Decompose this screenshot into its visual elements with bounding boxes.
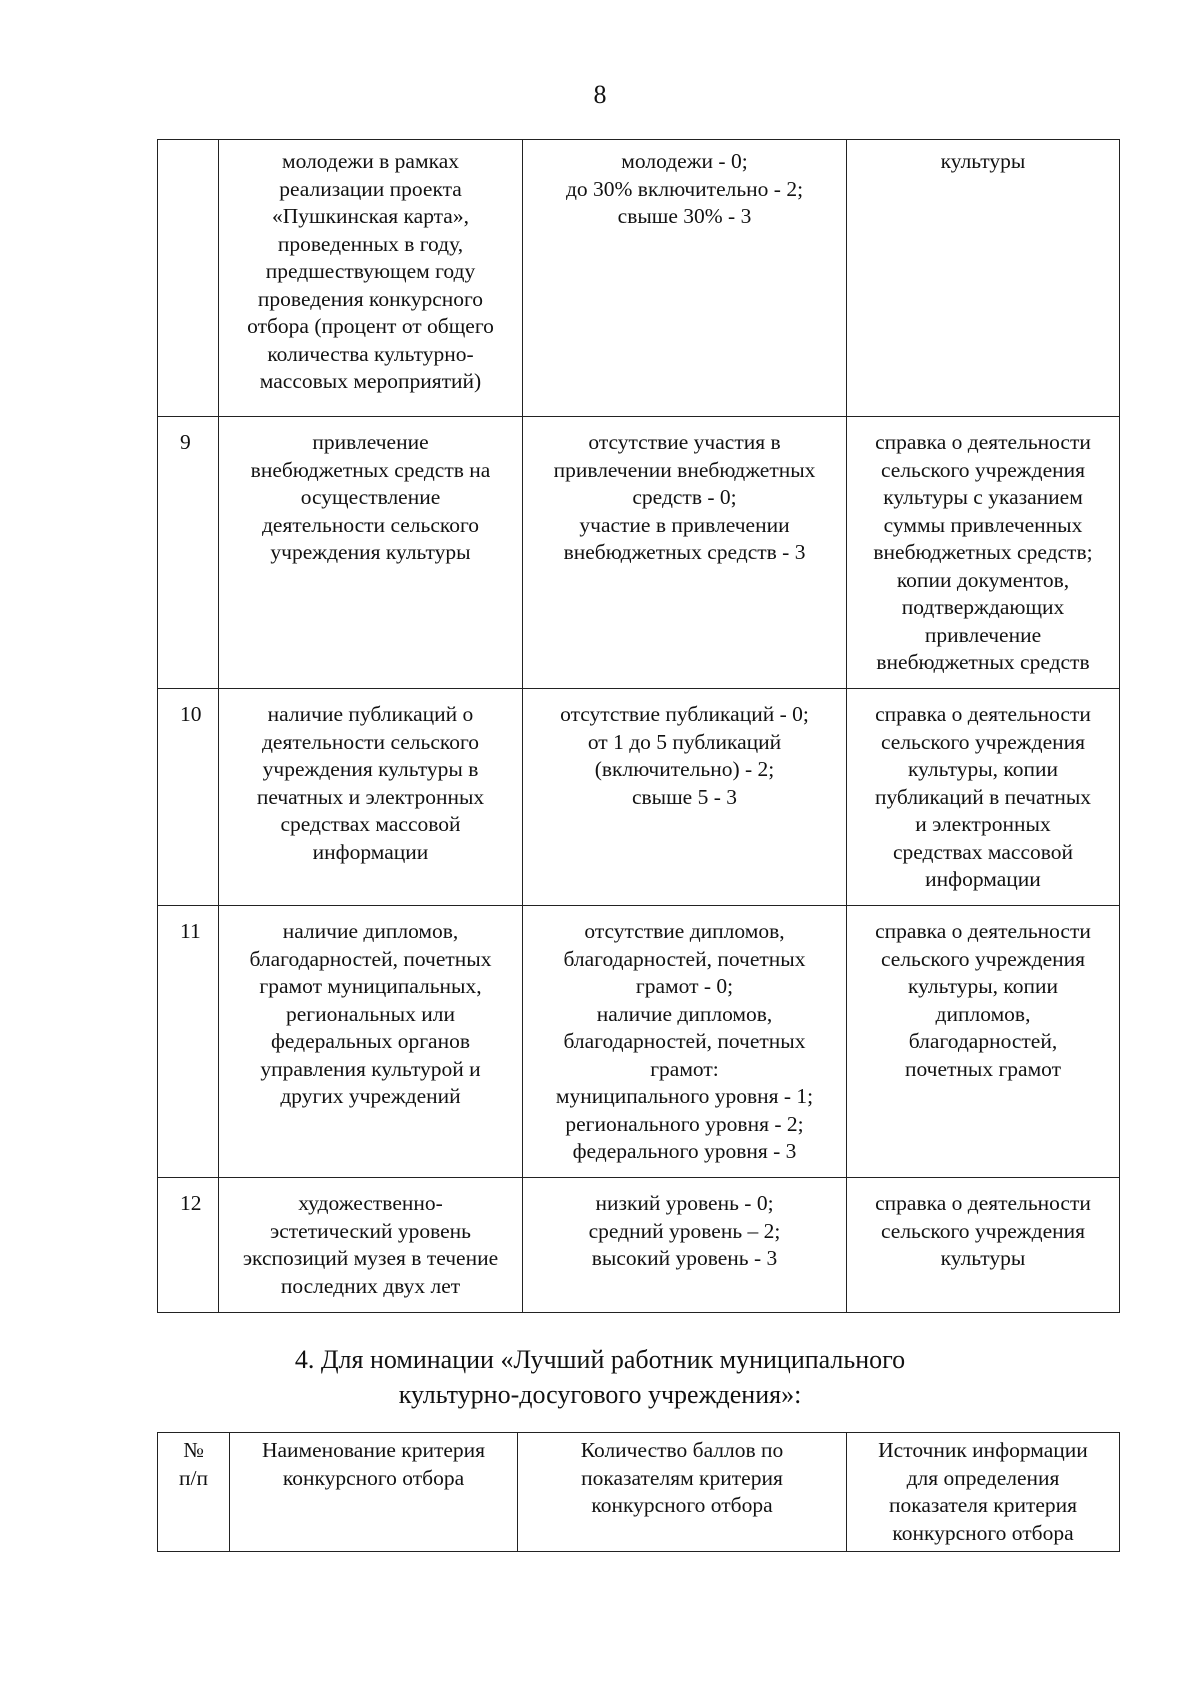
- text-line: внебюджетных средств - 3: [563, 540, 806, 564]
- text-line: эстетический уровень: [269, 1218, 471, 1243]
- text-line: Количество баллов по: [580, 1438, 784, 1462]
- text-line: проведенных в году,: [277, 231, 464, 256]
- text-line: печатных и электронных: [256, 784, 485, 809]
- points-cell: [523, 906, 847, 1178]
- text-line: участие в привлечении: [579, 512, 790, 537]
- page-number: 8: [593, 80, 607, 109]
- text-line: от 1 до 5 публикаций: [587, 729, 782, 754]
- text-line: показателям критерия: [581, 1465, 783, 1490]
- text-line: информации: [925, 867, 1041, 891]
- text-line: отсутствие дипломов,: [584, 919, 785, 943]
- text-line: «Пушкинская карта»,: [272, 204, 469, 228]
- text-line: внебюджетных средств;: [873, 540, 1093, 564]
- text-line: конкурсного отбора: [591, 1493, 773, 1517]
- text-line: привлечение: [924, 622, 1042, 647]
- text-line: средний уровень – 2;: [588, 1218, 781, 1243]
- text-line: отбора (процент от общего: [247, 314, 494, 338]
- table-header-row: [158, 1433, 1120, 1552]
- text-line: молодежи - 0;: [621, 149, 748, 173]
- text-line: благодарностей,: [908, 1029, 1058, 1053]
- source-cell: [847, 906, 1120, 1178]
- points-cell: [523, 1178, 847, 1313]
- points-cell: [523, 417, 847, 689]
- text-line: до 30% включительно - 2;: [565, 176, 804, 201]
- text-line: привлечении внебюджетных: [553, 457, 816, 482]
- text-line: средств - 0;: [632, 485, 737, 509]
- text-line: суммы привлеченных: [883, 512, 1083, 537]
- text-line: благодарностей, почетных: [563, 946, 806, 971]
- text-line: внебюджетных средств: [876, 650, 1090, 674]
- text-line: информации: [312, 839, 429, 864]
- text-line: наличие дипломов,: [596, 1001, 773, 1026]
- text-line: свыше 5 - 3: [631, 784, 738, 809]
- text-line: Источник информации: [878, 1438, 1088, 1462]
- text-line: №: [183, 1438, 204, 1462]
- text-line: благодарностей, почетных: [563, 1029, 806, 1053]
- header-num: [158, 1433, 230, 1552]
- text-line: и электронных: [915, 812, 1051, 836]
- text-line: показателя критерия: [888, 1493, 1078, 1517]
- text-line: деятельности сельского: [261, 729, 479, 754]
- text-line: низкий уровень - 0;: [595, 1191, 774, 1215]
- text-line: свыше 30% - 3: [617, 204, 752, 228]
- text-line: конкурсного отбора: [892, 1520, 1074, 1545]
- header-points: [518, 1433, 847, 1552]
- text-line: массовых мероприятий): [259, 369, 482, 393]
- text-line: предшествующем году: [265, 259, 476, 283]
- text-line: средствах массовой: [892, 839, 1074, 864]
- text-line: культуры: [940, 149, 1026, 173]
- text-line: благодарностей, почетных: [249, 946, 492, 971]
- text-line: сельского учреждения: [880, 1218, 1086, 1243]
- text-line: конкурсного отбора: [282, 1465, 465, 1490]
- source-cell: [847, 1178, 1120, 1313]
- points-cell: [523, 140, 847, 417]
- text-line: экспозиций музея в течение: [242, 1246, 499, 1270]
- text-line: федеральных органов: [270, 1029, 471, 1053]
- text-line: высокий уровень - 3: [591, 1246, 778, 1270]
- text-line: публикаций в печатных: [874, 784, 1092, 809]
- text-line: федерального уровня - 3: [572, 1139, 797, 1163]
- row-number: 9: [158, 417, 219, 689]
- text-line: регионального уровня - 2;: [565, 1111, 804, 1136]
- text-line: 4. Для номинации «Лучший работник муниципального: [294, 1345, 906, 1374]
- text-line: региональных или: [286, 1001, 455, 1026]
- text-line: культуры, копии: [907, 757, 1059, 781]
- text-line: п/п: [179, 1465, 208, 1490]
- criterion-cell: [219, 140, 523, 417]
- text-line: других учреждений: [280, 1084, 461, 1108]
- text-line: деятельности сельского: [261, 512, 479, 537]
- text-line: справка о деятельности: [875, 702, 1091, 726]
- text-line: управления культурой и: [260, 1056, 481, 1081]
- text-line: справка о деятельности: [875, 919, 1091, 943]
- section-heading: [0, 1342, 1200, 1412]
- table-row: [158, 417, 1120, 689]
- text-line: культуры, копии: [907, 974, 1059, 998]
- text-line: Наименование критерия: [261, 1438, 486, 1462]
- text-line: учреждения культуры: [270, 540, 471, 564]
- source-cell: [847, 417, 1120, 689]
- criterion-cell: [219, 417, 523, 689]
- text-line: культурно-досугового учреждения»:: [398, 1380, 802, 1409]
- text-line: количества культурно-: [267, 341, 474, 366]
- text-line: грамот - 0;: [635, 974, 734, 998]
- text-line: для определения: [906, 1465, 1060, 1490]
- criterion-cell: [219, 906, 523, 1178]
- next-table-header: [157, 1432, 1120, 1552]
- text-line: подтверждающих: [901, 595, 1065, 619]
- text-line: средствах массовой: [280, 812, 461, 836]
- text-line: наличие дипломов,: [282, 919, 459, 943]
- criterion-cell: [219, 689, 523, 906]
- row-number: 10: [158, 689, 219, 906]
- text-line: сельского учреждения: [880, 457, 1086, 482]
- text-line: учреждения культуры в: [262, 757, 479, 781]
- text-line: реализации проекта: [279, 176, 462, 201]
- text-line: проведения конкурсного: [257, 286, 484, 311]
- table-row: [158, 689, 1120, 906]
- text-line: копии документов,: [896, 567, 1070, 592]
- text-line: наличие публикаций о: [267, 702, 474, 726]
- source-cell: [847, 689, 1120, 906]
- row-number: 11: [158, 906, 219, 1178]
- text-line: внебюджетных средств на: [250, 457, 491, 482]
- row-number: 12: [158, 1178, 219, 1313]
- table-row: [158, 1178, 1120, 1313]
- text-line: сельского учреждения: [880, 729, 1086, 754]
- text-line: грамот:: [650, 1056, 719, 1081]
- text-line: (включительно) - 2;: [594, 757, 775, 781]
- text-line: сельского учреждения: [880, 946, 1086, 971]
- header-source: [847, 1433, 1120, 1552]
- row-number: [158, 140, 219, 417]
- points-cell: [523, 689, 847, 906]
- text-line: муниципального уровня - 1;: [555, 1084, 814, 1108]
- text-line: осуществление: [300, 485, 441, 509]
- text-line: отсутствие публикаций - 0;: [560, 702, 809, 726]
- text-line: дипломов,: [935, 1001, 1031, 1026]
- text-line: грамот муниципальных,: [259, 974, 482, 998]
- text-line: культуры с указанием: [883, 485, 1083, 509]
- header-criterion: [230, 1433, 518, 1552]
- table-row: [158, 906, 1120, 1178]
- text-line: справка о деятельности: [875, 430, 1091, 454]
- text-line: почетных грамот: [904, 1056, 1062, 1081]
- criteria-table: [157, 139, 1120, 1313]
- text-line: привлечение: [312, 430, 429, 454]
- text-line: культуры: [940, 1246, 1026, 1270]
- criterion-cell: [219, 1178, 523, 1313]
- text-line: отсутствие участия в: [588, 430, 781, 454]
- source-cell: [847, 140, 1120, 417]
- text-line: молодежи в рамках: [282, 149, 459, 173]
- text-line: справка о деятельности: [875, 1191, 1091, 1215]
- text-line: последних двух лет: [280, 1273, 461, 1298]
- table-row: [158, 140, 1120, 417]
- text-line: художественно-: [298, 1191, 443, 1215]
